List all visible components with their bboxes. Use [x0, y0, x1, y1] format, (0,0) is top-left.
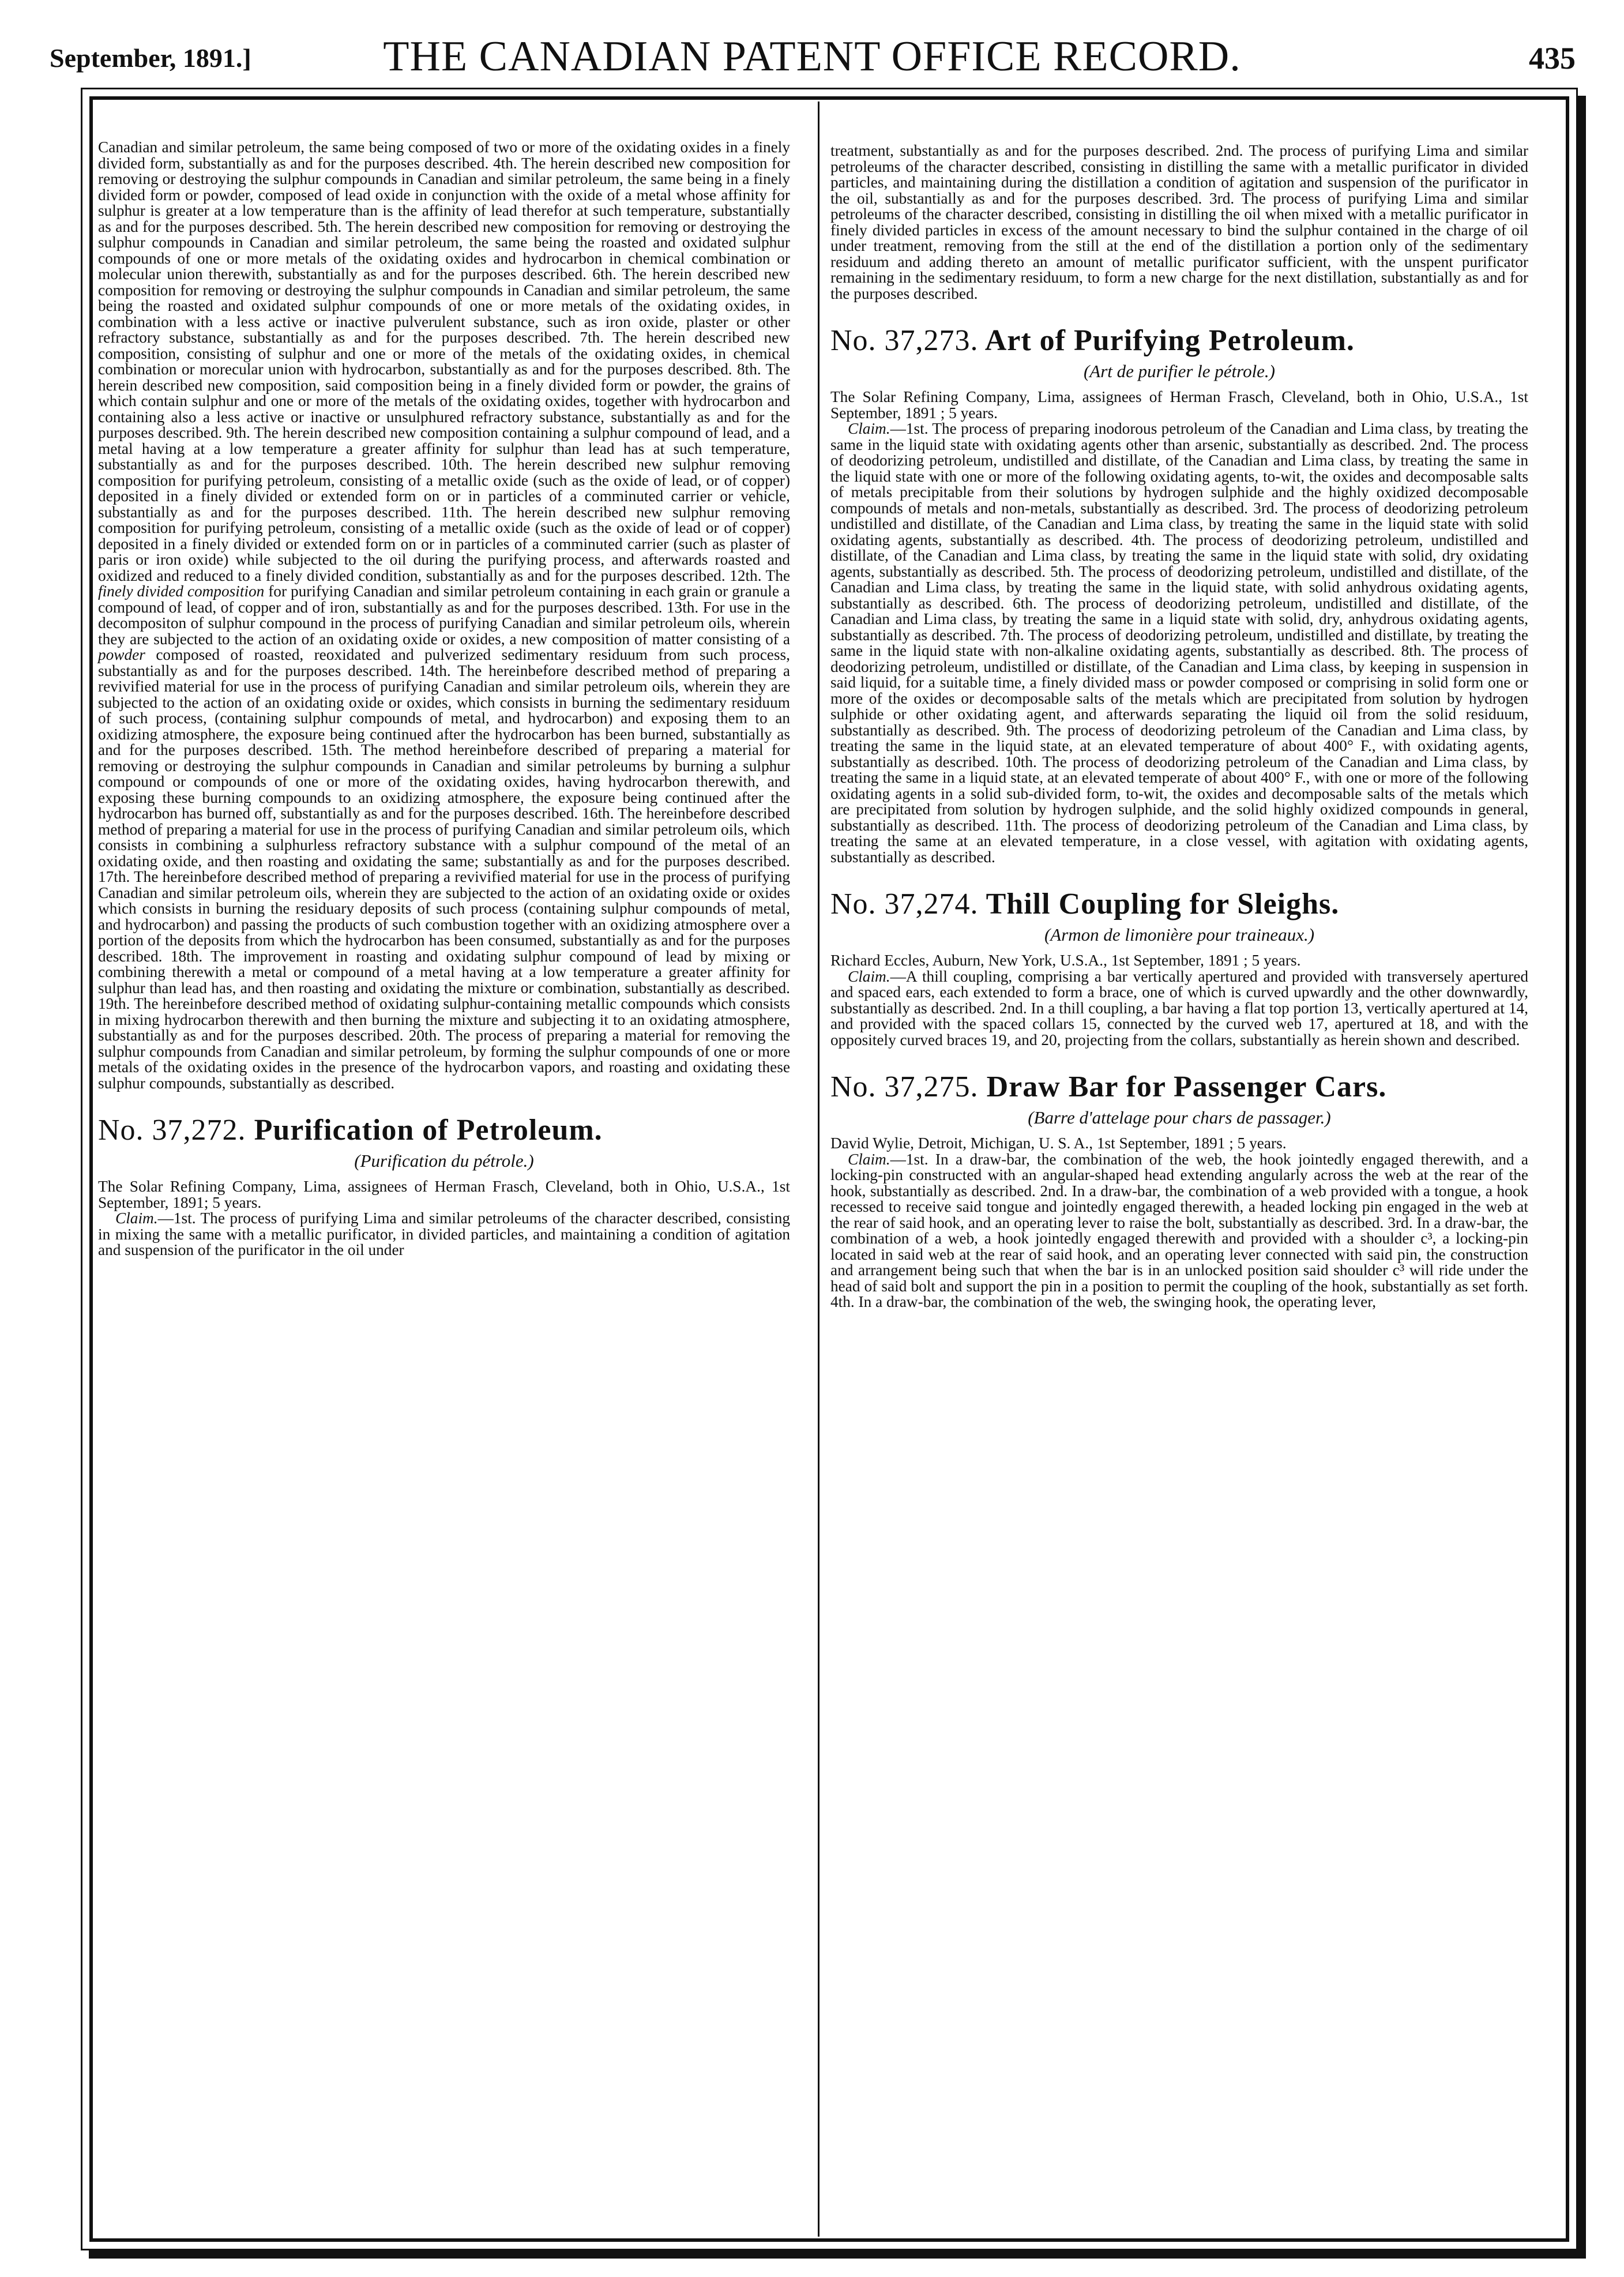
claim-text: —1st. The process of purifying Lima and similar petroleums of the character described, consisting in mixing the same with a metallic purificator, in divided particles, and maintaining a condition of agitation and suspension of the purificator in the oil under — [98, 1209, 790, 1258]
issue-date: September, 1891.] — [50, 43, 251, 73]
column-divider — [818, 102, 819, 2237]
frame-shadow-bottom — [89, 2250, 1586, 2259]
publication-title: THE CANADIAN PATENT OFFICE RECORD. — [383, 33, 1241, 80]
continued-claims — [98, 140, 790, 1091]
patent-title: Art of Purifying Petroleum. — [984, 324, 1355, 357]
italic-phrase-2: powder — [98, 646, 145, 663]
applicant: Richard Eccles, Auburn, New York, U.S.A., 1st September, 1891 ; 5 years. — [830, 952, 1301, 969]
patent-heading-37275 — [830, 1070, 1528, 1104]
claim-text: —1st. In a draw-bar, the combination of the web, the hook jointedly engaged therewith, and a locking-pin constructed with an angular-shaped head extending angularly across the web at the rear of the hook, substantially as described. 2nd. In a draw-bar, the combination of a web provided with a tongue, a hook recessed to receive said tongue and jointedly engaged therewith, a headed locking pin engaged in the web at the rear of said hook, and an operating lever to raise the bolt, substantially as described. 3rd. In a draw-bar, the combination of a web, a hook jointedly engaged therewith and provided with a shoulder c³, a locking-pin located in said web at the rear of said hook, and an operating lever connected with said pin, the construction and arrangement being such that when the bar is in an unlocked position said shoulder c³ will ride under the head of said bolt and support the pin in a position to permit the coupling of the hook, substantially as set forth. 4th. In a draw-bar, the combination of the web, the swinging hook, the operating lever, — [830, 1150, 1528, 1310]
french-title: (Barre d'attelage pour chars de passager.) — [1028, 1107, 1331, 1128]
patent-heading-37274 — [830, 887, 1528, 922]
claim-label: Claim. — [848, 420, 890, 437]
claim — [98, 1211, 790, 1258]
continued-claims: treatment, substantially as and for the purposes described. 2nd. The process of purifying Lima and similar petroleums of the character described, consisting in distilling the same with a metallic purificator in divided particles, and maintaining during the distillation a condition of agitation and suspension of the purificator in the oil, substantially as and for the purposes described. 3rd. The process of purifying Lima and similar petroleums of the character described, consisting in distilling the oil when mixed with a metallic purificator in finely divided particles in excess of the amount necessary to bind the sulphur contained in the charge of oil under treatment, removing from the still at the end of the distillation a portion only of the sedimentary residuum and adding thereto an amount of metallic purificator sufficient, with the unspent purificator remaining in the sedimentary residuum, to form a new charge for the next distillation, substantially as and for the purposes described. — [830, 142, 1528, 302]
applicant: David Wylie, Detroit, Michigan, U. S. A., 1st September, 1891 ; 5 years. — [830, 1134, 1287, 1152]
claim-label: Claim. — [848, 1150, 890, 1168]
patent-number: No. 37,274. — [830, 888, 979, 920]
italic-phrase: finely divided composition — [98, 583, 265, 600]
patent-title: Thill Coupling for Sleighs. — [986, 888, 1340, 920]
patent-heading-37273 — [830, 324, 1528, 358]
left-column — [98, 140, 790, 1258]
claim — [830, 969, 1528, 1049]
patent-number: No. 37,273. — [830, 324, 979, 357]
continued-claims-text: Canadian and similar petroleum, the same being composed of two or more of the oxidating oxides in a finely divided form, substantially as and for the purposes described. 4th. The herein described new composition for removing or destroying the sulphur compounds in Canadian and similar petroleum, the same being in a finely divided form or powder, composed of lead oxide in conjunction with the oxide of a metal whose affinity for sulphur is greater at a low temperature than is the affinity of lead therefor at such temperature, substantially as and for the purposes described. 5th. The herein described new composition for removing or destroying the sulphur compounds in Canadian and similar petroleum, the same being the roasted and oxidated sulphur compounds of one or more metals of the oxidating oxides and hydrocarbon in chemical combination or molecular union therewith, substantially as and for the purposes described. 6th. The herein described new composition for removing or destroying the sulphur compounds in Canadian and similar petroleum, the same being the roasted and oxidated sulphur compounds of one or more metals of the oxidating oxides, in combination with a less active or inactive pulverulent substance, such as iron oxide, plaster or other refractory substance, substantially as and for the purposes described. 7th. The herein described new composition, consisting of sulphur and one or more of the metals of the oxidating oxides, in chemical combination or morecular union with hydrocarbon, substantially as and for the purposes described. 8th. The herein described new composition, said composition being in a finely divided form or powder, the grains of which contain sulphur and one or more of the metals of the oxidating oxides, together with hydrocarbon and containing also a less active or inactive or unsulphured refractory substance, substantially as and for the purposes described. 9th. The herein described new composition containing a sulphur compound of lead, and a metal having at a low temperature a greater affinity for sulphur than lead has at such temperature, substantially as and for the purposes described. 10th. The herein described new sulphur removing composition for purifying petroleum, consisting of a metallic oxide (such as the oxide of lead, or of copper) deposited in a finely divided or extended form on or in particles of a comminuted carrier or vehicle, substantially as and for the purposes described. 11th. The herein described new sulphur removing composition for purifying petroleum, consisting of a metallic oxide (such as the oxide of lead or of copper) deposited in a finely divided or extended form on or in particles of a comminuted carrier (such as plaster of paris or iron oxide) while subjected to the oil during the purifying process, and afterwards roasted and oxidized and reduced to a finely divided condition, substantially as and for the purposes described. 12th. The — [98, 138, 790, 584]
right-column — [830, 143, 1528, 1310]
claim-text: —1st. The process of preparing inodorous petroleum of the Canadian and Lima class, by treating the same in the liquid state with oxidating agents other than arsenic, substantially as described. 2nd. The process of deodorizing petroleum, undistilled and distillate, of the Canadian and Lima class, by treating the same in the liquid state with one or more of the following oxidating agents, to-wit, the oxides and decomposable salts of metals precipitable from their solutions by hydrogen sulphide and the highly oxidized decomposable compounds of metals and non-metals, substantially as described. 3rd. The process of deodorizing petroleum undistilled and distillate, of the Canadian and Lima class, by treating the same in the liquid state with solid oxidating agents, substantially as described. 4th. The process of deodorizing petroleum, undistilled and distillate, of the Canadian and Lima class, by treating the same in the liquid state with solid, dry oxidating agents, substantially as described. 5th. The process of deodorizing petroleum, undistilled and distillate, of the Canadian and Lima class, by treating the same in the liquid state, with solid anhydrous oxidating agents, substantially as described. 6th. The process of deodorizing petroleum, undistilled and distillate, of the Canadian and Lima class, by treating the same in a liquid state with solid, dry, anhydrous oxidating agents, substantially as described. 7th. The process of deodorizing petroleum, undistilled and distillate, by treating the same in the liquid state with non-alkaline oxidating agents, substantially as described. 8th. The process of deodorizing petroleum, undistilled or distillate, of the Canadian and Lima class, by keeping in suspension in said liquid, for a suitable time, a finely divided mass or powder composed or comprising in solid form one or more of the oxides or decomposable salts of the metals which are precipitated from solution by hydrogen sulphide or other oxidating agent, and afterwards separating the liquid oil from the solid residuum, substantially as described. 9th. The process of deodorizing petroleum of the Canadian and Lima class, by treating the same in the liquid state, at an elevated temperature of about 400° F., with oxidating agents, substantially as described. 10th. The process of deodorizing petroleum of the Canadian and Lima class, by treating the same in a liquid state, at an elevated temperate of about 400° F., with one or more of the following oxidating agents in a solid sub-divided form, to-wit, the oxides and decomposable salts of the metals which are precipitated from solution by hydrogen sulphide, and the solid highly oxidized compounds in general, substantially as described. 11th. The process of deodorizing petroleum of the Canadian and Lima class, by treating the same at an elevated temperature, in a close vessel, with agitation with oxidating agents, substantially as described. — [830, 420, 1528, 866]
frame-shadow-right — [1578, 96, 1586, 2259]
page-number: 435 — [1529, 41, 1576, 76]
applicant: The Solar Refining Company, Lima, assignees of Herman Frasch, Cleveland, both in Ohio, U.S.A., 1st September, 1891; 5 years. — [98, 1178, 790, 1211]
page-header — [0, 17, 1624, 87]
applicant: The Solar Refining Company, Lima, assignees of Herman Frasch, Cleveland, both in Ohio, U.S.A., 1st September, 1891 ; 5 years. — [830, 388, 1528, 422]
claim-label: Claim. — [115, 1209, 158, 1227]
french-title: (Armon de limonière pour traineaux.) — [1044, 925, 1315, 945]
continued-claims-text-3: composed of roasted, reoxidated and pulverized sedimentary residuum from such process, substantially as and for the purposes described. 14th. The hereinbefore described method of preparing a revivified material for use in the process of purifying Canadian and similar petroleum oils, wherein they are subjected to the action of an oxidating oxide or oxides, which consists in burning the sedimentary residuum of such process, (containing sulphur compounds of metal, and hydrocarbon) and exposing them to an oxidizing atmosphere, the exposure being continued after the hydrocarbon has been burned, substantially as and for the purposes described. 15th. The method hereinbefore described of preparing a material for removing or destroying the sulphur compounds in Canadian and similar petroleums by burning a sulphur compound or compounds of one or more of the oxidating oxides, having hydrocarbon therewith, and exposing these burning compounds to an oxidizing atmosphere, the exposure being continued after the hydrocarbon has burned off, substantially as and for the purposes described. 16th. The hereinbefore described method of preparing a material for use in the process of purifying Canadian and similar petroleum oils, which consists in combining a sulphurless refractory substance with a sulphur compound of the metal of an oxidating oxide, and then roasting and oxidating the same; substantially as and for the purposes described. 17th. The hereinbefore described method of preparing a revivified material for use in the process of purifying Canadian and similar petroleum oils, wherein they are subjected to the action of an oxidating oxide or oxides which consists in burning the residuary deposits of such process (containing sulphur compounds of metal, and hydrocarbon) and passing the products of such combustion together with an oxidizing atmosphere over a portion of the deposits from which the hydrocarbon has been consumed, substantially as and for the purposes described. 18th. The improvement in roasting and oxidating sulphur compound of lead by mixing or combining therewith a metal or compound of a metal having at a low temperature a greater affinity for sulphur than lead has, and then roasting and oxidating the mixture or combination, substantially as described. 19th. The hereinbefore described method of oxidating sulphur-containing metallic compounds which consists in mixing hydrocarbon therewith and then burning the mixture and subjecting it to an oxidating atmosphere, substantially as and for the purposes described. 20th. The process of preparing a material for removing the sulphur compounds from Canadian and similar petroleum, by forming the sulphur compounds of one or more metals of the oxidating oxides in the presence of the hydrocarbon vapors, and roasting and oxidating these sulphur compounds, substantially as described. — [98, 646, 790, 1092]
patent-title: Draw Bar for Passenger Cars. — [986, 1070, 1387, 1103]
patent-heading-37272 — [98, 1113, 790, 1148]
french-title: (Art de purifier le pétrole.) — [1083, 361, 1276, 381]
claim-text: —A thill coupling, comprising a bar vertically apertured and provided with transversely apertured and spaced ears, each extended to form a brace, one of which is curved upwardly and the other downwardly, substantially as described. 2nd. In a thill coupling, a bar having a flat top portion 13, vertically apertured at 14, and provided with the spaced collars 15, connected by the curved web 17, apertured at 18, and with the oppositely curved braces 19, and 20, projecting from the collars, substantially as herein shown and described. — [830, 967, 1528, 1049]
claim — [830, 1152, 1528, 1310]
continued-claims-text-2: for purifying Canadian and similar petroleum containing in each grain or granule a compound of lead, of copper and of iron, substantially as and for the purposes described. 13th. For use in the decompositon of sulphur compound in the process of purifying Canadian and similar petroleum oils, wherein they are subjected to the action of an oxidating oxide or oxides, a new composition of matter consisting of a — [98, 583, 790, 648]
claim — [830, 421, 1528, 865]
patent-title: Purification of Petroleum. — [254, 1114, 603, 1147]
patent-number: No. 37,272. — [98, 1114, 246, 1147]
patent-number: No. 37,275. — [830, 1070, 979, 1103]
claim-label: Claim. — [848, 967, 890, 985]
french-title: (Purification du pétrole.) — [354, 1151, 534, 1171]
